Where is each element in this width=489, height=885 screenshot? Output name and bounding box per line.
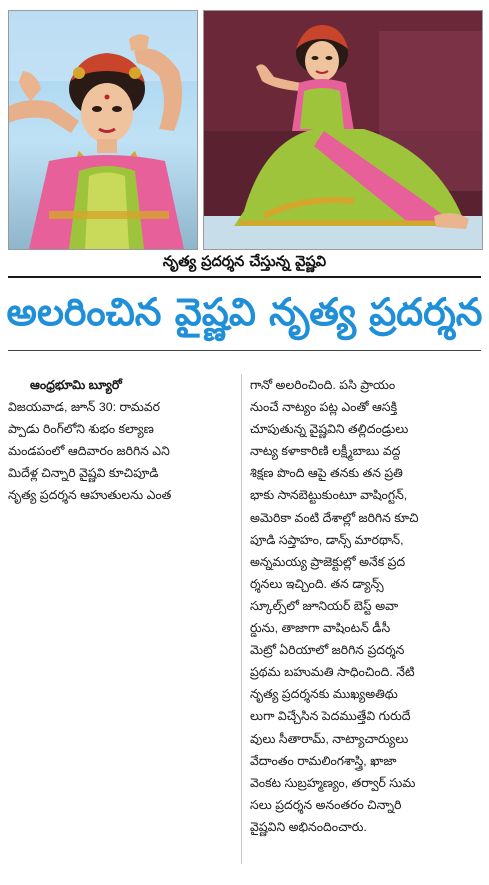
article-line: గానో అలరించింది. పసి ప్రాయం: [250, 378, 396, 392]
article-line: మెట్రో ఏరియాలో జరిగిన ప్రదర్శన: [250, 643, 405, 658]
article-line: నాట్య కళాకారిణి లక్ష్మీబాబు వద్ద: [250, 444, 401, 459]
headline-rule: [8, 350, 481, 351]
caption-rule: [8, 276, 481, 278]
dancer-closeup-image: [9, 11, 197, 249]
dancer-photo-closeup: [8, 10, 198, 250]
article-headline: అలరించిన వైష్ణవి నృత్య ప్రదర్శన: [6, 290, 483, 334]
article-column-right: [250, 374, 478, 838]
article-line: చూపుతున్న వైష్ణవిని తల్లిదండ్రులు: [250, 422, 409, 437]
article-line: పూడి సప్తాహం, డాన్స్ మారథాన్,: [250, 532, 404, 547]
article-column-left: [8, 374, 236, 507]
article-line: ప్రథమ బహుమతి సాధించింది. నేటి: [250, 665, 415, 680]
article-line: అమెరికా వంటి దేశాల్లో జరిగిన కూచి: [250, 510, 419, 525]
article-line: వేదాంతం రామలింగశాస్త్రి, ఖాజా: [250, 753, 397, 768]
article-line: వైష్ణవిని అభినందించారు.: [250, 819, 367, 834]
article-line: నృత్య ప్రదర్శనకు ముఖ్యఅతిథు: [250, 687, 398, 702]
article-line: శిక్షణ పొంది ఆపై తనకు తన ప్రతి: [250, 466, 403, 481]
article-line: నుంచే నాట్యం పట్ల ఎంతో ఆసక్తి: [250, 400, 398, 415]
article-line: సలు ప్రదర్శన అనంతరం చిన్నారి: [250, 797, 402, 812]
dancer-photo-stage: [203, 10, 483, 250]
article-line: వెంకట సుబ్రహ్మణ్యం, తర్వార్ సుమ: [250, 775, 416, 790]
photo-caption: నృత్య ప్రదర్శన చేస్తున్న వైష్ణవి: [162, 254, 327, 270]
article-line: మిదేళ్ల చిన్నారి వైష్ణవి కూచిపూడి: [8, 466, 159, 481]
article-line: స్కూల్స్‌లో జూనియర్ బెస్ట్ అవా: [250, 598, 399, 613]
article-line: ర్శనలు ఇచ్చింది. తన డ్యాన్స్: [250, 576, 384, 591]
article-line: విజయవాడ, జూన్ 30: రామవర: [8, 400, 160, 415]
column-divider: [241, 374, 242, 864]
article-line: భాకు సానబెట్టుకుంటూ వాషింగ్టన్,: [250, 488, 408, 503]
article-line: మండపంలో ఆదివారం జరిగిన ఎని: [8, 444, 170, 459]
article-line: నృత్య ప్రదర్శన ఆహుతులను ఎంత: [8, 488, 172, 503]
dancer-stage-image: [204, 11, 482, 249]
article-byline: ఆంధ్రభూమి బ్యూరో: [30, 378, 122, 392]
article-line: వులు సీతారామ్, నాట్యాచార్యులు: [250, 731, 409, 746]
article-line: లుగా విచ్చేసిన పెదముత్తేవి గురుదే: [250, 709, 411, 724]
article-line: ప్పాడు రింగ్‌లోని శుభం కల్యాణ: [8, 422, 154, 437]
article-line: ర్డును, తాజాగా వాషింటన్ డీసీ: [250, 621, 391, 636]
article-line: అన్నమయ్య ప్రాజెక్టుల్లో అనేక ప్రద: [250, 554, 406, 569]
